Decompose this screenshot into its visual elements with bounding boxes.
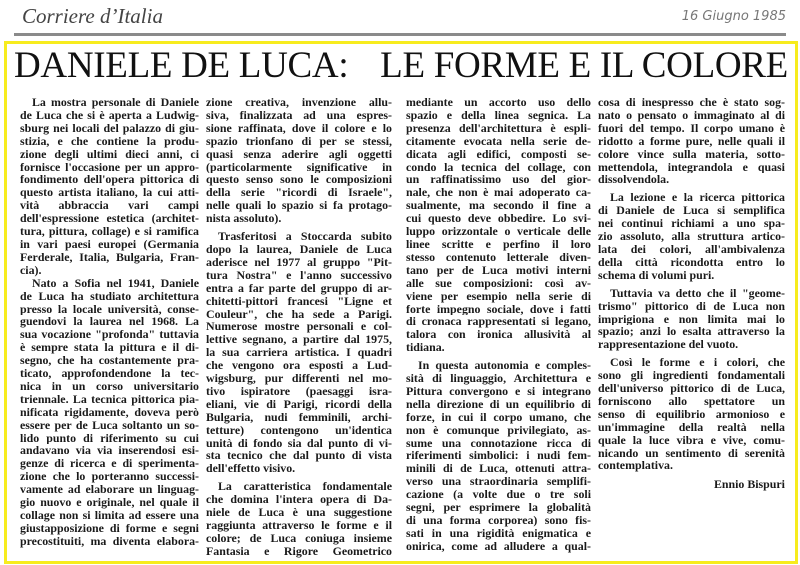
text-line: sta tecnico che dal punto di vista	[206, 449, 392, 463]
text-line: questo senso sono le composizioni	[206, 173, 392, 187]
text-line: dell'espressione estetica (architet-	[20, 212, 199, 226]
text-line: nista assoluto).	[206, 212, 282, 226]
paragraph	[598, 191, 785, 281]
text-line: wigsburg, pur differenti nel mo-	[206, 372, 392, 385]
text-line: nelle quali lo spazio si fa protago-	[206, 199, 392, 213]
text-line: tivo ispiratore (paesaggi isra-	[206, 384, 392, 398]
text-line: forte impegno sociale, dove i fatti	[406, 302, 591, 316]
text-line: essere per de Luca soltanto un so-	[20, 418, 199, 432]
text-line: cia).	[20, 263, 42, 277]
text-line: questo artista italiano, la cui atti-	[20, 186, 199, 200]
text-line: mettendola, integrandola e quasi	[598, 160, 785, 174]
text-line: fondimento dell'opera pittorica di	[20, 173, 199, 187]
text-line: Bulgaria, nudi femminili, archi-	[206, 410, 392, 424]
author-signature: Ennio Bispuri	[713, 477, 785, 492]
text-line: Numerose mostre personali e col-	[206, 320, 392, 334]
text-line: di una forma corporea) sono fis-	[406, 514, 591, 527]
paragraph	[206, 230, 392, 475]
text-line: ticato, approfondendone la tec-	[20, 367, 199, 380]
paragraph	[20, 277, 199, 548]
text-line: dell'universo pittorico di de Luca,	[598, 382, 785, 395]
text-line: schema di volumi puri.	[598, 268, 715, 282]
text-line: trismo" pittorico di de Luca non	[598, 299, 785, 313]
headline-subject: LE FORME E IL COLORE	[380, 45, 788, 86]
text-line: onirica, come ad alludere a qual-	[406, 539, 591, 553]
text-line: nificata rigidamente, doveva però	[20, 405, 199, 419]
text-line: niele de Luca è una suggestione	[206, 506, 392, 519]
article-column-2	[206, 96, 392, 558]
paragraph	[406, 96, 591, 354]
text-line: linee scritte e perfino il loro	[406, 237, 591, 251]
text-line: talora con ironica allusività al	[406, 328, 591, 342]
text-line: siva, finalizzata ad una espres-	[206, 108, 392, 122]
text-line: lettive segnano, a partire dal 1975,	[206, 333, 392, 347]
text-line: La mostra personale di Daniele	[32, 96, 199, 109]
text-line: raggiunta attraverso le forme e il	[206, 519, 392, 532]
text-line: imprigiona e non limita mai lo	[598, 312, 785, 326]
text-line: nica in un corso universitario	[20, 379, 199, 393]
text-line: genze di ricerca e di sperimenta-	[20, 457, 199, 471]
text-line: In questa autonomia e comples-	[418, 359, 591, 373]
text-line: sono gli ingredienti fondamentali	[598, 369, 785, 383]
text-line: condo la tecnica del collage, con	[406, 160, 591, 174]
headline-name: DANIELE DE LUCA:	[14, 45, 349, 86]
text-line: cui questo deve obbedire. Lo svi-	[406, 212, 591, 226]
text-line: spazio e della linea segnica. La	[406, 108, 591, 122]
text-line: de Luca che si è aperta a Ludwig-	[20, 108, 199, 122]
text-line: lido punto di riferimento su cui	[20, 431, 199, 445]
text-line: gio nuovo e originale, nel quale il	[20, 496, 199, 509]
text-line: vità abbraccia vari campi	[20, 199, 199, 213]
text-line: vamente ad elaborare un linguag-	[20, 483, 199, 497]
paragraph	[206, 480, 392, 557]
text-line: giustapposizione di forme e segni	[20, 521, 199, 535]
text-line: sualmente, ma secondo il fine a	[406, 199, 591, 213]
text-line: stizia, e che contiene la produ-	[20, 134, 199, 148]
text-line: spazio trionfano di per se stessi,	[206, 134, 392, 148]
text-line: Nato a Sofia nel 1941, Daniele	[32, 276, 199, 290]
text-line: senso di equilibrio armonioso e	[598, 407, 785, 421]
text-line: sione raffinata, dove il colore e lo	[206, 121, 392, 135]
text-line: Pittura convergono e si integrano	[406, 384, 591, 398]
text-line: mediante un accorto uso dello	[406, 96, 591, 109]
text-line: presenza dell'architettura è espli-	[406, 121, 591, 135]
text-line: alle sue composizioni: così av-	[406, 276, 591, 290]
text-line: dissolvendola.	[598, 173, 670, 187]
text-line: viene per esempio nella serie di	[406, 289, 591, 303]
text-line: zione degli ultimi dieci anni, ci	[20, 147, 199, 161]
text-line: sburg nei locali del palazzo di giu-	[20, 121, 199, 135]
publication-date: 16 Giugno 1985	[681, 9, 786, 24]
text-line: verso una straordinaria semplifi-	[406, 475, 591, 489]
text-line: guendovi la laurea nel 1968. La	[20, 315, 199, 329]
text-line: aderisce nel 1977 al gruppo "Pit-	[206, 255, 392, 269]
text-line: La lezione e la ricerca pittorica	[610, 191, 785, 205]
text-line: cazione (a volte due o tre soli	[406, 488, 591, 502]
article-column-3	[406, 96, 591, 553]
text-line: chitetti-pittori francesi "Ligne et	[206, 294, 392, 308]
text-line: citamente evocata nella serie de-	[406, 134, 591, 148]
text-line: forniscono allo spettatore un	[598, 394, 785, 408]
text-line: è sempre stata la pittura e il di-	[20, 341, 199, 355]
text-line: zione che lo porteranno successi-	[20, 470, 199, 484]
text-line: eliani, vie di Parigi, ricordi della	[206, 397, 392, 411]
text-line: Trasferitosi a Stoccarda subito	[218, 230, 392, 243]
paragraph	[598, 287, 785, 352]
text-line: luppo orizzontale o verticale delle	[406, 225, 591, 238]
text-line: precostituiti, ma diventa elabora-	[20, 534, 199, 548]
text-line: riferimenti simbolici: i nudi fem-	[406, 449, 591, 463]
text-line: nato o pensato o immaginato al di	[598, 108, 785, 122]
text-line: che vengono ora esposti a Lud-	[206, 359, 392, 373]
text-line: unità di fondo sia dal punto di vi-	[206, 436, 392, 450]
text-line: la sua carriera artistica. I quadri	[206, 346, 392, 360]
text-line: cosa di inespresso che è stato sog-	[598, 96, 785, 109]
publication-name: Corriere d’Italia	[22, 4, 163, 28]
text-line: Fantasia e Rigore Geometrico	[206, 544, 392, 558]
text-line: La caratteristica fondamentale	[218, 480, 392, 494]
text-line: di cronaca rappresentati si legano,	[406, 315, 591, 329]
text-line: della serie "ricordi di Israele",	[206, 186, 392, 200]
text-line: nella direzione di un equilibrio di	[406, 397, 591, 411]
text-line: segno, che ha costantemente pra-	[20, 354, 199, 368]
text-line: di Daniele de Luca si semplifica	[598, 204, 785, 218]
text-line: spazio; anzi lo esalta attraverso la	[598, 325, 785, 339]
text-line: de Luca ha studiato architettura	[20, 289, 199, 303]
text-line: tetture) contengono un'identica	[206, 423, 392, 437]
text-line: dicata agli edifici, composti se-	[406, 147, 591, 161]
text-line: segni, per esprimere la globalità	[406, 501, 591, 514]
text-line: tura, pittura, collage) e si ramifica	[20, 225, 199, 238]
text-line: che domina l'intera opera di Da-	[206, 493, 392, 507]
text-line: Ferderale, Italia, Bulgaria, Fran-	[20, 250, 199, 264]
text-line: sità di linguaggio, Architettura e	[406, 372, 591, 385]
article-headline	[14, 46, 788, 86]
paragraph	[206, 96, 392, 225]
text-line: lata dei colori, all'ambivalenza	[598, 242, 785, 256]
article-column-4	[598, 96, 785, 491]
text-line: fuori del tempo. Il corpo umano è	[598, 121, 785, 135]
paragraph	[598, 96, 785, 186]
text-line: zio assoluto, alla struttura artico-	[598, 230, 785, 243]
text-line: non è comunque privilegiato, as-	[406, 423, 591, 437]
text-line: zione creativa, invenzione allu-	[206, 96, 392, 109]
text-line: dell'effetto visivo.	[206, 462, 296, 476]
text-line: tidiana.	[406, 341, 445, 355]
text-line: forze, in cui il corpo umano, che	[406, 410, 591, 424]
paragraph	[406, 359, 591, 553]
text-line: fornisce l'occasione per un appro-	[20, 160, 199, 174]
text-line: quasi senza aderire agli oggetti	[206, 147, 392, 161]
text-line: entra a far parte del gruppo di ar-	[206, 281, 392, 295]
text-line: un raffinatissimo uso del gior-	[406, 173, 591, 187]
text-line: tura Nostra" e l'anno successivo	[206, 268, 392, 282]
text-line: nei continui richiami a uno spa-	[598, 217, 785, 231]
text-line: sume una connotazione ricca di	[406, 436, 591, 450]
paragraph	[598, 356, 785, 472]
text-line: rappresentazione del vuoto.	[598, 338, 739, 352]
text-line: andavano via via inserendosi esi-	[20, 444, 199, 458]
text-line: colore vince sulla materia, sotto-	[598, 147, 785, 161]
text-line: Couleur", che ha sede a Parigi.	[206, 307, 392, 321]
text-line: minili di de Luca, ottenuti attra-	[406, 462, 591, 476]
article-column-1	[20, 96, 199, 548]
text-line: stesso contenuto letterale diven-	[406, 250, 591, 264]
text-line: un'immagine della realtà nella	[598, 420, 785, 434]
text-line: ridotto a forme pure, nelle quali il	[598, 134, 785, 148]
text-line: presso la locale università, conse-	[20, 302, 199, 316]
text-line: in vari paesi europei (Germania	[20, 237, 199, 251]
text-line: colore; de Luca coniuga insieme	[206, 531, 392, 545]
text-line: collage non si limita ad essere una	[20, 509, 199, 522]
text-line: Così le forme e i colori, che	[610, 356, 785, 370]
text-line: nale, che non è mai adoperato ca-	[406, 186, 591, 200]
text-line: contemplativa.	[598, 459, 673, 473]
paragraph	[20, 96, 199, 277]
text-line: sua vocazione "profonda" tuttavia	[20, 328, 199, 342]
text-line: triennale. La tecnica pittorica pia-	[20, 392, 199, 406]
text-line: quale la luce vibra e vive, comu-	[598, 433, 785, 447]
text-line: della città ricondotta entro lo	[598, 255, 785, 269]
text-line: tano per de Luca motivi interni	[406, 263, 591, 277]
text-line: Tuttavia va detto che il "geome-	[610, 286, 785, 300]
text-line: dopo la laurea, Daniele de Luca	[206, 242, 392, 256]
text-line: nicando un sentimento di serenità	[598, 446, 785, 460]
text-line: sati in una rigidità enigmatica e	[406, 526, 591, 540]
header-divider	[14, 33, 786, 36]
text-line: (particolarmente significative in	[206, 160, 392, 174]
